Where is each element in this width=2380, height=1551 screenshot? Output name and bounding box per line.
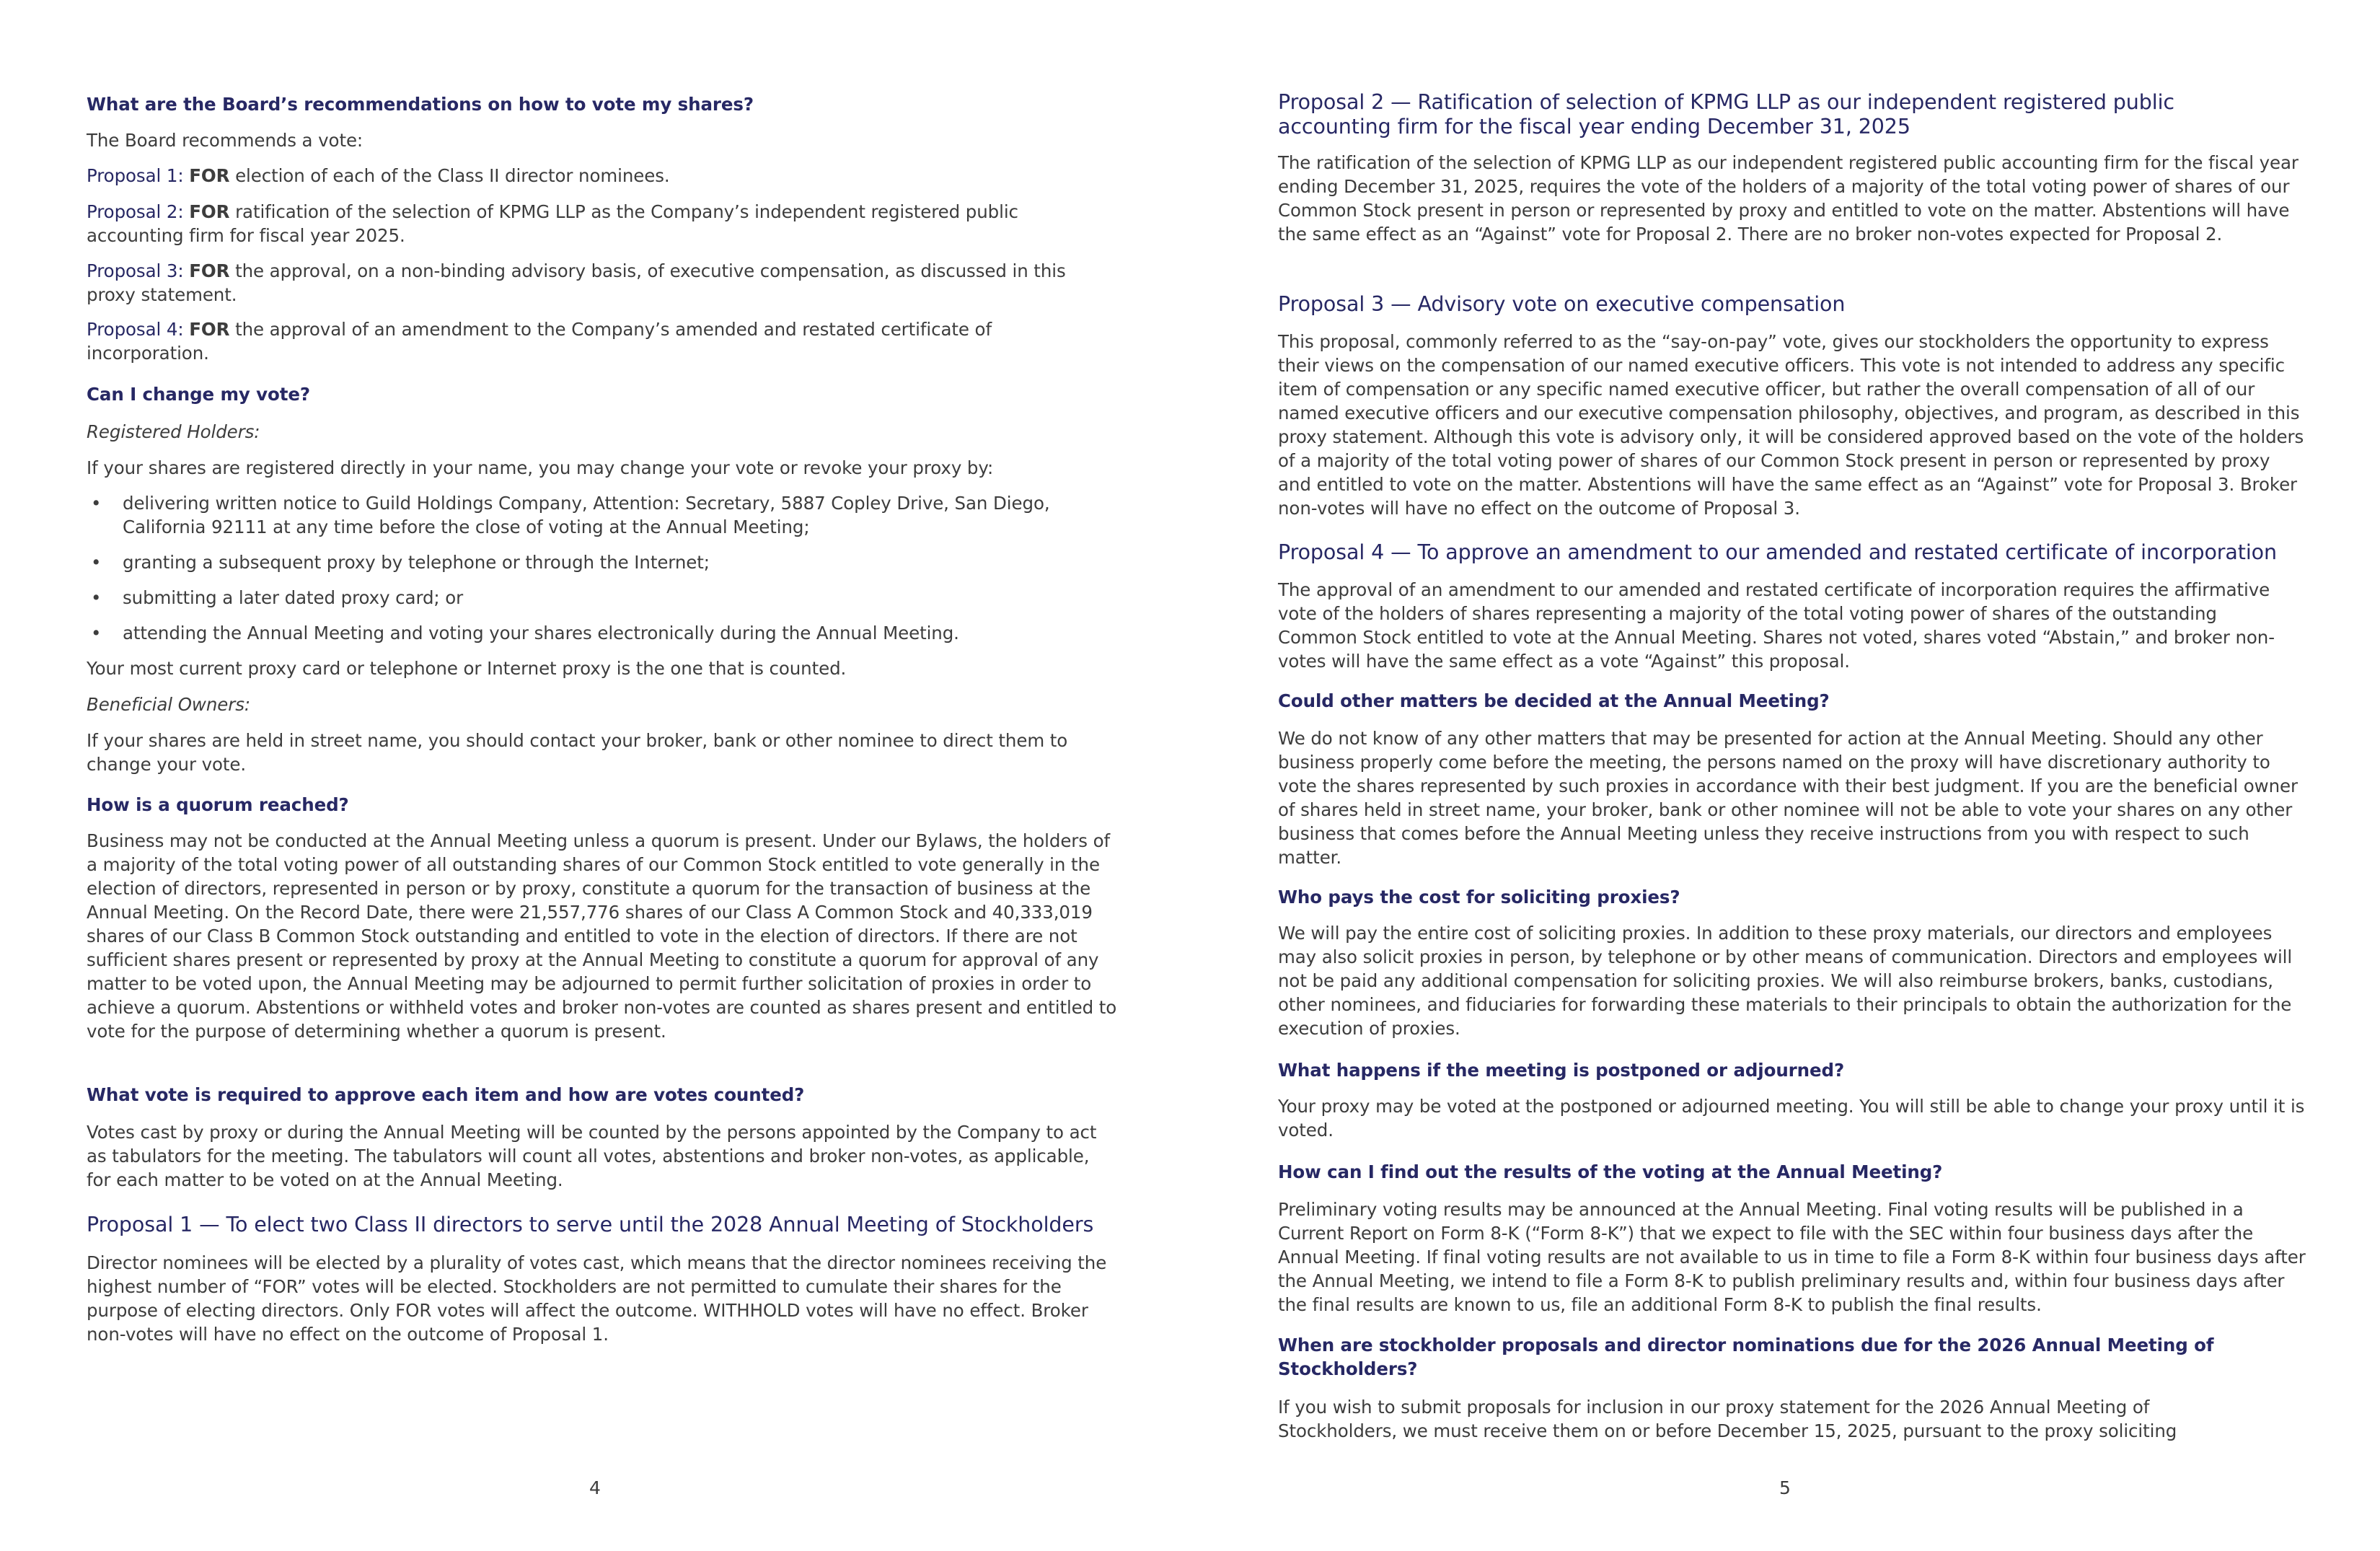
vote-recommendation: FOR	[189, 201, 230, 222]
section-heading-stockholder-proposals: When are stockholder proposals and director nominations due for the 2026 Annual Meeting of Stockholders?	[1278, 1335, 2214, 1379]
vote-recommendation: FOR	[189, 319, 230, 340]
recommendation-text: ratification of the selection of KPMG LLP as the Company’s independent registered public accounting firm for fiscal year 2025.	[87, 201, 1018, 246]
section-heading-solicitation-cost: Who pays the cost for soliciting proxies?	[1278, 887, 1680, 908]
registered-holders-label: Registered Holders:	[87, 421, 260, 442]
recommendation-item-proposal-4	[87, 317, 1082, 365]
board-recommends-intro: The Board recommends a vote:	[87, 130, 363, 151]
list-item	[87, 586, 1154, 610]
section-heading-postponed: What happens if the meeting is postponed or adjourned?	[1278, 1060, 1845, 1081]
proposal-4-heading: Proposal 4 — To approve an amendment to our amended and restated certificate of incorporation	[1278, 540, 2277, 564]
beneficial-owners-label: Beneficial Owners:	[87, 694, 251, 715]
list-item-text: attending the Annual Meeting and voting your shares electronically during the Annual Meeting.	[123, 623, 959, 643]
recommendation-item-proposal-2	[87, 200, 1096, 247]
page-number: 5	[1779, 1477, 1791, 1498]
page-right	[1190, 0, 2380, 1551]
postponed-text: Your proxy may be voted at the postponed or adjourned meeting. You will still be able to change your proxy until it is voted.	[1278, 1096, 2305, 1141]
proposal-2-heading: Proposal 2 — Ratification of selection of KPMG LLP as our independent registered public accounting firm for the fiscal year ending December 31, 2025	[1278, 90, 2174, 139]
bullet-icon: •	[91, 587, 102, 608]
proposal-4-text: The approval of an amendment to our amended and restated certificate of incorporation requires the affirmative vote of the holders of shares representing a majority of the total voting power of shares of the outstanding Common Stock entitled to vote at the Annual Meeting. Shares not voted, shares voted “Abstain,” and broker non-votes will have the same effect as a vote “Against” this proposal.	[1278, 579, 2275, 672]
counted-note: Your most current proxy card or telephone or Internet proxy is the one that is counted.	[87, 658, 847, 679]
page-number: 4	[589, 1477, 601, 1498]
section-heading-change-vote: Can I change my vote?	[87, 384, 311, 405]
recommendation-text: the approval of an amendment to the Company’s amended and restated certificate of incorporation.	[87, 319, 992, 364]
list-item-text: granting a subsequent proxy by telephone or through the Internet;	[123, 552, 710, 573]
list-item	[87, 491, 1125, 539]
proposal-1-text: Director nominees will be elected by a plurality of votes cast, which means that the director nominees receiving the highest number of “FOR” votes will be elected. Stockholders are not permitted to cumulate their shares for the purpose of electing directors. Only FOR votes will affect the outcome. WITHHOLD votes will have no effect. Broker non-votes will have no effect on the outcome of Proposal 1.	[87, 1252, 1107, 1345]
list-item	[87, 550, 1154, 574]
other-matters-text: We do not know of any other matters that may be presented for action at the Annual Meeting. Should any other business properly come before the meeting, the persons named on the proxy will have discretionary authority to vote the shares represented by such proxies in accordance with their best judgment. If you are the beneficial owner of shares held in street name, your broker, bank or other nominee will not be able to vote your shares on any other business that comes before the Annual Meeting unless they receive instructions from you with respect to such matter.	[1278, 728, 2298, 868]
list-item-text: delivering written notice to Guild Holdings Company, Attention: Secretary, 5887 Copley Drive, San Diego, California 92111 at any time before the close of voting at the Annual Meeting;	[123, 493, 1050, 537]
proposal-label: Proposal 4:	[87, 319, 184, 340]
stockholder-proposals-text: If you wish to submit proposals for inclusion in our proxy statement for the 2026 Annual Meeting of Stockholders, we must receive them on or before December 15, 2025, pursuant to the proxy soliciting	[1278, 1397, 2177, 1441]
results-text: Preliminary voting results may be announced at the Annual Meeting. Final voting results will be published in a Current Report on Form 8-K (“Form 8-K”) that we expect to file with the SEC within four business days after the Annual Meeting. If final voting results are not available to us in time to file a Form 8-K within four business days after the Annual Meeting, we intend to file a Form 8-K to publish preliminary results and, within four business days after the final results are known to us, file an additional Form 8-K to publish the final results.	[1278, 1199, 2306, 1315]
section-heading-board-recommendations: What are the Board’s recommendations on how to vote my shares?	[87, 94, 754, 115]
proposal-label: Proposal 3:	[87, 260, 184, 281]
list-item-text: submitting a later dated proxy card; or	[123, 587, 464, 608]
proposal-label: Proposal 2:	[87, 201, 184, 222]
bullet-icon: •	[91, 623, 102, 643]
quorum-text: Business may not be conducted at the Annual Meeting unless a quorum is present. Under our Bylaws, the holders of a majority of the total voting power of all outstanding shares of our Common Stock entitled to vote generally in the election of directors, represented in person or by proxy, constitute a quorum for the transaction of business at the Annual Meeting. On the Record Date, there were 21,557,776 shares of our Class A Common Stock and 40,333,019 shares of our Class B Common Stock outstanding and entitled to vote in the election of directors. If there are not sufficient shares present or represented by proxy at the Annual Meeting to constitute a quorum for approval of any matter to be voted upon, the Annual Meeting may be adjourned to permit further solicitation of proxies in order to achieve a quorum. Abstentions or withheld votes and broker non-votes are counted as shares present and entitled to vote for the purpose of determining whether a quorum is present.	[87, 830, 1117, 1042]
bullet-icon: •	[91, 552, 102, 573]
proposal-3-text: This proposal, commonly referred to as the “say-on-pay” vote, gives our stockholders the opportunity to express their views on the compensation of our named executive officers. This vote is not intended to address any specific item of compensation or any specific named executive officer, but rather the overall compensation of all of our named executive officers and our executive compensation philosophy, objectives, and program, as described in this proxy statement. Although this vote is advisory only, it will be considered approved based on the vote of the holders of a majority of the total voting power of shares of our Common Stock present in person or represented by proxy and entitled to vote on the matter. Abstentions will have the same effect as an “Against” vote for Proposal 3. Broker non-votes will have no effect on the outcome of Proposal 3.	[1278, 331, 2304, 519]
proposal-2-text: The ratification of the selection of KPMG LLP as our independent registered public accounting firm for the fiscal year ending December 31, 2025, requires the vote of the holders of a majority of the total voting power of shares of our Common Stock present in person or represented by proxy and entitled to vote on the matter. Abstentions will have the same effect as an “Against” vote for Proposal 2. There are no broker non-votes expected for Proposal 2.	[1278, 152, 2299, 245]
bullet-icon: •	[91, 493, 102, 514]
list-item	[87, 621, 1154, 645]
vote-required-text: Votes cast by proxy or during the Annual Meeting will be counted by the persons appointed by the Company to act as tabulators for the meeting. The tabulators will count all votes, abstentions and broker non-votes, as applicable, for each matter to be voted on at the Annual Meeting.	[87, 1122, 1097, 1190]
registered-holders-intro: If your shares are registered directly in your name, you may change your vote or revoke your proxy by:	[87, 457, 994, 478]
proposal-1-heading: Proposal 1 — To elect two Class II directors to serve until the 2028 Annual Meeting of Stockholders	[87, 1213, 1094, 1236]
section-heading-quorum: How is a quorum reached?	[87, 794, 349, 815]
recommendation-item-proposal-1	[87, 164, 1118, 188]
vote-recommendation: FOR	[189, 260, 230, 281]
section-heading-vote-required: What vote is required to approve each item and how are votes counted?	[87, 1084, 805, 1105]
recommendation-item-proposal-3	[87, 259, 1118, 307]
solicitation-cost-text: We will pay the entire cost of soliciting proxies. In addition to these proxy materials, our directors and employees may also solicit proxies in person, by telephone or by other means of communication. Directors and employees will not be paid any additional compensation for soliciting proxies. We will also reimburse brokers, banks, custodians, other nominees, and fiduciaries for forwarding these materials to their principals to obtain the authorization for the execution of proxies.	[1278, 923, 2293, 1039]
section-heading-results: How can I find out the results of the voting at the Annual Meeting?	[1278, 1161, 1943, 1182]
proposal-label: Proposal 1:	[87, 165, 184, 186]
proposal-3-heading: Proposal 3 — Advisory vote on executive compensation	[1278, 292, 1846, 316]
recommendation-text: the approval, on a non-binding advisory basis, of executive compensation, as discussed in this proxy statement.	[87, 260, 1066, 305]
vote-recommendation: FOR	[189, 165, 230, 186]
section-heading-other-matters: Could other matters be decided at the Annual Meeting?	[1278, 690, 1830, 711]
recommendation-text: election of each of the Class II director nominees.	[229, 165, 670, 186]
beneficial-owners-text: If your shares are held in street name, you should contact your broker, bank or other nominee to direct them to change your vote.	[87, 730, 1068, 775]
